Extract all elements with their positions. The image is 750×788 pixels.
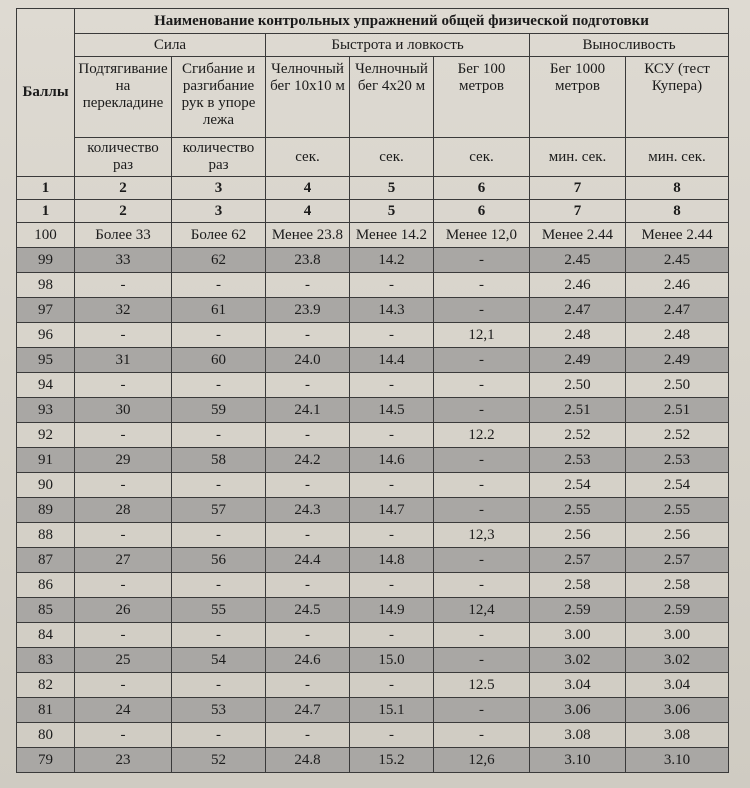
numbering-cell: 7 bbox=[530, 177, 626, 200]
value-cell: 15.1 bbox=[350, 698, 434, 723]
value-cell: - bbox=[266, 573, 350, 598]
unit-cell: сек. bbox=[350, 138, 434, 177]
value-cell: - bbox=[350, 473, 434, 498]
value-cell: 25 bbox=[75, 648, 172, 673]
group-header-bystrota: Быстрота и ловкость bbox=[266, 34, 530, 57]
value-cell: 2.56 bbox=[626, 523, 729, 548]
value-cell: - bbox=[266, 273, 350, 298]
score-cell: 86 bbox=[17, 573, 75, 598]
value-cell: 61 bbox=[172, 298, 266, 323]
value-cell: 56 bbox=[172, 548, 266, 573]
value-cell: 24.1 bbox=[266, 398, 350, 423]
value-cell: - bbox=[350, 373, 434, 398]
value-cell: 3.06 bbox=[626, 698, 729, 723]
numbering-row bbox=[17, 177, 729, 200]
numbering-cell: 8 bbox=[626, 200, 729, 223]
score-cell: 94 bbox=[17, 373, 75, 398]
value-cell: - bbox=[75, 273, 172, 298]
value-cell: 2.45 bbox=[626, 248, 729, 273]
value-cell: Более 62 bbox=[172, 223, 266, 248]
score-cell: 93 bbox=[17, 398, 75, 423]
value-cell: - bbox=[434, 623, 530, 648]
score-cell: 88 bbox=[17, 523, 75, 548]
value-cell: - bbox=[266, 323, 350, 348]
score-cell: 96 bbox=[17, 323, 75, 348]
value-cell: 2.55 bbox=[530, 498, 626, 523]
numbering-cell: 4 bbox=[266, 177, 350, 200]
score-cell: 85 bbox=[17, 598, 75, 623]
unit-cell: мин. сек. bbox=[626, 138, 729, 177]
score-cell: 87 bbox=[17, 548, 75, 573]
value-cell: 24.8 bbox=[266, 748, 350, 773]
value-cell: 3.02 bbox=[530, 648, 626, 673]
value-cell: 52 bbox=[172, 748, 266, 773]
value-cell: 14.4 bbox=[350, 348, 434, 373]
table-row bbox=[17, 748, 729, 773]
value-cell: 3.08 bbox=[530, 723, 626, 748]
table-row bbox=[17, 573, 729, 598]
value-cell: 62 bbox=[172, 248, 266, 273]
value-cell: 14.2 bbox=[350, 248, 434, 273]
value-cell: Более 33 bbox=[75, 223, 172, 248]
value-cell: - bbox=[350, 523, 434, 548]
value-cell: Менее 23.8 bbox=[266, 223, 350, 248]
value-cell: - bbox=[172, 723, 266, 748]
value-cell: 2.51 bbox=[626, 398, 729, 423]
value-cell: - bbox=[350, 273, 434, 298]
value-cell: 32 bbox=[75, 298, 172, 323]
numbering-cell: 2 bbox=[75, 200, 172, 223]
table-row bbox=[17, 248, 729, 273]
column-header: Сгибание и разгибание рук в упоре лежа bbox=[172, 57, 266, 138]
table-row bbox=[17, 673, 729, 698]
score-cell: 97 bbox=[17, 298, 75, 323]
numbering-cell: 7 bbox=[530, 200, 626, 223]
value-cell: 3.00 bbox=[626, 623, 729, 648]
value-cell: - bbox=[434, 348, 530, 373]
value-cell: 2.59 bbox=[530, 598, 626, 623]
value-cell: 24.7 bbox=[266, 698, 350, 723]
score-cell: 83 bbox=[17, 648, 75, 673]
value-cell: 54 bbox=[172, 648, 266, 673]
value-cell: 3.06 bbox=[530, 698, 626, 723]
value-cell: - bbox=[266, 473, 350, 498]
value-cell: - bbox=[434, 723, 530, 748]
value-cell: 59 bbox=[172, 398, 266, 423]
value-cell: - bbox=[75, 473, 172, 498]
value-cell: 24.4 bbox=[266, 548, 350, 573]
table-row bbox=[17, 423, 729, 448]
group-header-sila: Сила bbox=[75, 34, 266, 57]
value-cell: 60 bbox=[172, 348, 266, 373]
value-cell: 24.5 bbox=[266, 598, 350, 623]
value-cell: 2.54 bbox=[626, 473, 729, 498]
value-cell: - bbox=[172, 523, 266, 548]
table-row bbox=[17, 223, 729, 248]
value-cell: 3.08 bbox=[626, 723, 729, 748]
table-row bbox=[17, 498, 729, 523]
value-cell: - bbox=[434, 573, 530, 598]
value-cell: 2.49 bbox=[626, 348, 729, 373]
value-cell: - bbox=[75, 523, 172, 548]
value-cell: 14.5 bbox=[350, 398, 434, 423]
value-cell: - bbox=[172, 623, 266, 648]
value-cell: 2.48 bbox=[530, 323, 626, 348]
value-cell: - bbox=[434, 698, 530, 723]
score-cell: 95 bbox=[17, 348, 75, 373]
column-header: Бег 100 метров bbox=[434, 57, 530, 138]
value-cell: 2.53 bbox=[530, 448, 626, 473]
value-cell: - bbox=[266, 723, 350, 748]
numbering-cell: 2 bbox=[75, 177, 172, 200]
table-row bbox=[17, 298, 729, 323]
value-cell: 24.0 bbox=[266, 348, 350, 373]
value-cell: 12,3 bbox=[434, 523, 530, 548]
value-cell: 14.6 bbox=[350, 448, 434, 473]
value-cell: - bbox=[350, 573, 434, 598]
unit-cell: сек. bbox=[266, 138, 350, 177]
value-cell: 24 bbox=[75, 698, 172, 723]
value-cell: 3.02 bbox=[626, 648, 729, 673]
value-cell: - bbox=[266, 673, 350, 698]
value-cell: - bbox=[75, 323, 172, 348]
value-cell: 2.55 bbox=[626, 498, 729, 523]
value-cell: - bbox=[266, 523, 350, 548]
value-cell: - bbox=[350, 323, 434, 348]
value-cell: 23.8 bbox=[266, 248, 350, 273]
value-cell: 12,4 bbox=[434, 598, 530, 623]
score-cell: 81 bbox=[17, 698, 75, 723]
value-cell: - bbox=[172, 423, 266, 448]
value-cell: 3.00 bbox=[530, 623, 626, 648]
value-cell: 2.52 bbox=[626, 423, 729, 448]
numbering-cell: 3 bbox=[172, 200, 266, 223]
value-cell: - bbox=[434, 648, 530, 673]
value-cell: Менее 2.44 bbox=[626, 223, 729, 248]
value-cell: - bbox=[75, 723, 172, 748]
score-cell: 89 bbox=[17, 498, 75, 523]
numbering-cell: 4 bbox=[266, 200, 350, 223]
table-row bbox=[17, 698, 729, 723]
value-cell: - bbox=[434, 473, 530, 498]
numbering-cell: 8 bbox=[626, 177, 729, 200]
numbering-cell: 5 bbox=[350, 200, 434, 223]
value-cell: 2.53 bbox=[626, 448, 729, 473]
column-header: Челночный бег 4х20 м bbox=[350, 57, 434, 138]
value-cell: - bbox=[172, 473, 266, 498]
value-cell: 12.5 bbox=[434, 673, 530, 698]
value-cell: 2.48 bbox=[626, 323, 729, 348]
value-cell: 30 bbox=[75, 398, 172, 423]
value-cell: - bbox=[434, 398, 530, 423]
value-cell: 3.10 bbox=[530, 748, 626, 773]
numbering-row bbox=[17, 200, 729, 223]
column-header-bally: Баллы bbox=[17, 9, 75, 177]
score-cell: 79 bbox=[17, 748, 75, 773]
score-cell: 92 bbox=[17, 423, 75, 448]
value-cell: - bbox=[266, 623, 350, 648]
value-cell: 14.7 bbox=[350, 498, 434, 523]
value-cell: - bbox=[434, 448, 530, 473]
value-cell: 24.3 bbox=[266, 498, 350, 523]
numbering-cell: 3 bbox=[172, 177, 266, 200]
score-cell: 82 bbox=[17, 673, 75, 698]
value-cell: 2.45 bbox=[530, 248, 626, 273]
value-cell: 2.46 bbox=[530, 273, 626, 298]
score-cell: 91 bbox=[17, 448, 75, 473]
value-cell: - bbox=[75, 423, 172, 448]
value-cell: 2.50 bbox=[626, 373, 729, 398]
unit-cell: сек. bbox=[434, 138, 530, 177]
value-cell: - bbox=[75, 373, 172, 398]
fitness-standards-table bbox=[16, 8, 729, 773]
unit-cell: мин. сек. bbox=[530, 138, 626, 177]
value-cell: 28 bbox=[75, 498, 172, 523]
value-cell: Менее 2.44 bbox=[530, 223, 626, 248]
numbering-cell: 1 bbox=[17, 177, 75, 200]
score-cell: 100 bbox=[17, 223, 75, 248]
value-cell: - bbox=[434, 298, 530, 323]
value-cell: 2.50 bbox=[530, 373, 626, 398]
value-cell: 2.46 bbox=[626, 273, 729, 298]
value-cell: - bbox=[172, 273, 266, 298]
numbering-cell: 5 bbox=[350, 177, 434, 200]
table-row bbox=[17, 398, 729, 423]
value-cell: 53 bbox=[172, 698, 266, 723]
table-row bbox=[17, 648, 729, 673]
value-cell: 3.04 bbox=[626, 673, 729, 698]
value-cell: 2.57 bbox=[626, 548, 729, 573]
table-title: Наименование контрольных упражнений общей физической подготовки bbox=[75, 9, 729, 34]
table-row bbox=[17, 348, 729, 373]
table-row bbox=[17, 523, 729, 548]
value-cell: 14.3 bbox=[350, 298, 434, 323]
value-cell: 2.59 bbox=[626, 598, 729, 623]
table-row bbox=[17, 548, 729, 573]
value-cell: 3.04 bbox=[530, 673, 626, 698]
value-cell: 57 bbox=[172, 498, 266, 523]
column-header: Подтягивание на перекладине bbox=[75, 57, 172, 138]
value-cell: 29 bbox=[75, 448, 172, 473]
value-cell: - bbox=[434, 273, 530, 298]
value-cell: 2.56 bbox=[530, 523, 626, 548]
value-cell: - bbox=[350, 723, 434, 748]
value-cell: - bbox=[434, 498, 530, 523]
value-cell: 24.6 bbox=[266, 648, 350, 673]
score-cell: 98 bbox=[17, 273, 75, 298]
value-cell: 2.52 bbox=[530, 423, 626, 448]
value-cell: 23.9 bbox=[266, 298, 350, 323]
value-cell: 24.2 bbox=[266, 448, 350, 473]
score-cell: 99 bbox=[17, 248, 75, 273]
value-cell: 2.58 bbox=[626, 573, 729, 598]
value-cell: 2.51 bbox=[530, 398, 626, 423]
value-cell: Менее 14.2 bbox=[350, 223, 434, 248]
numbering-cell: 6 bbox=[434, 177, 530, 200]
score-cell: 84 bbox=[17, 623, 75, 648]
value-cell: 12,6 bbox=[434, 748, 530, 773]
table-row bbox=[17, 623, 729, 648]
value-cell: - bbox=[172, 323, 266, 348]
table-row bbox=[17, 373, 729, 398]
unit-cell: количество раз bbox=[172, 138, 266, 177]
value-cell: 2.47 bbox=[626, 298, 729, 323]
value-cell: - bbox=[172, 573, 266, 598]
value-cell: 15.0 bbox=[350, 648, 434, 673]
score-cell: 80 bbox=[17, 723, 75, 748]
value-cell: 3.10 bbox=[626, 748, 729, 773]
value-cell: 14.8 bbox=[350, 548, 434, 573]
table-row bbox=[17, 273, 729, 298]
value-cell: 26 bbox=[75, 598, 172, 623]
value-cell: - bbox=[434, 248, 530, 273]
numbering-cell: 1 bbox=[17, 200, 75, 223]
table-row bbox=[17, 323, 729, 348]
value-cell: 12,1 bbox=[434, 323, 530, 348]
column-header: КСУ (тест Купера) bbox=[626, 57, 729, 138]
value-cell: 2.54 bbox=[530, 473, 626, 498]
value-cell: 2.57 bbox=[530, 548, 626, 573]
value-cell: - bbox=[172, 373, 266, 398]
value-cell: - bbox=[266, 423, 350, 448]
value-cell: - bbox=[350, 423, 434, 448]
value-cell: - bbox=[266, 373, 350, 398]
value-cell: 31 bbox=[75, 348, 172, 373]
value-cell: - bbox=[75, 573, 172, 598]
value-cell: 15.2 bbox=[350, 748, 434, 773]
value-cell: 23 bbox=[75, 748, 172, 773]
value-cell: 55 bbox=[172, 598, 266, 623]
group-header-vynoslivost: Выносливость bbox=[530, 34, 729, 57]
table-row bbox=[17, 473, 729, 498]
unit-cell: количество раз bbox=[75, 138, 172, 177]
value-cell: 2.58 bbox=[530, 573, 626, 598]
column-header: Челночный бег 10х10 м bbox=[266, 57, 350, 138]
value-cell: Менее 12,0 bbox=[434, 223, 530, 248]
value-cell: 14.9 bbox=[350, 598, 434, 623]
value-cell: - bbox=[350, 623, 434, 648]
table-row bbox=[17, 448, 729, 473]
score-cell: 90 bbox=[17, 473, 75, 498]
column-header: Бег 1000 метров bbox=[530, 57, 626, 138]
value-cell: - bbox=[434, 373, 530, 398]
value-cell: 27 bbox=[75, 548, 172, 573]
value-cell: 2.49 bbox=[530, 348, 626, 373]
value-cell: 12.2 bbox=[434, 423, 530, 448]
value-cell: 33 bbox=[75, 248, 172, 273]
table-row bbox=[17, 723, 729, 748]
value-cell: - bbox=[172, 673, 266, 698]
value-cell: 2.47 bbox=[530, 298, 626, 323]
value-cell: - bbox=[434, 548, 530, 573]
value-cell: - bbox=[350, 673, 434, 698]
value-cell: - bbox=[75, 623, 172, 648]
value-cell: - bbox=[75, 673, 172, 698]
table-row bbox=[17, 598, 729, 623]
numbering-cell: 6 bbox=[434, 200, 530, 223]
value-cell: 58 bbox=[172, 448, 266, 473]
